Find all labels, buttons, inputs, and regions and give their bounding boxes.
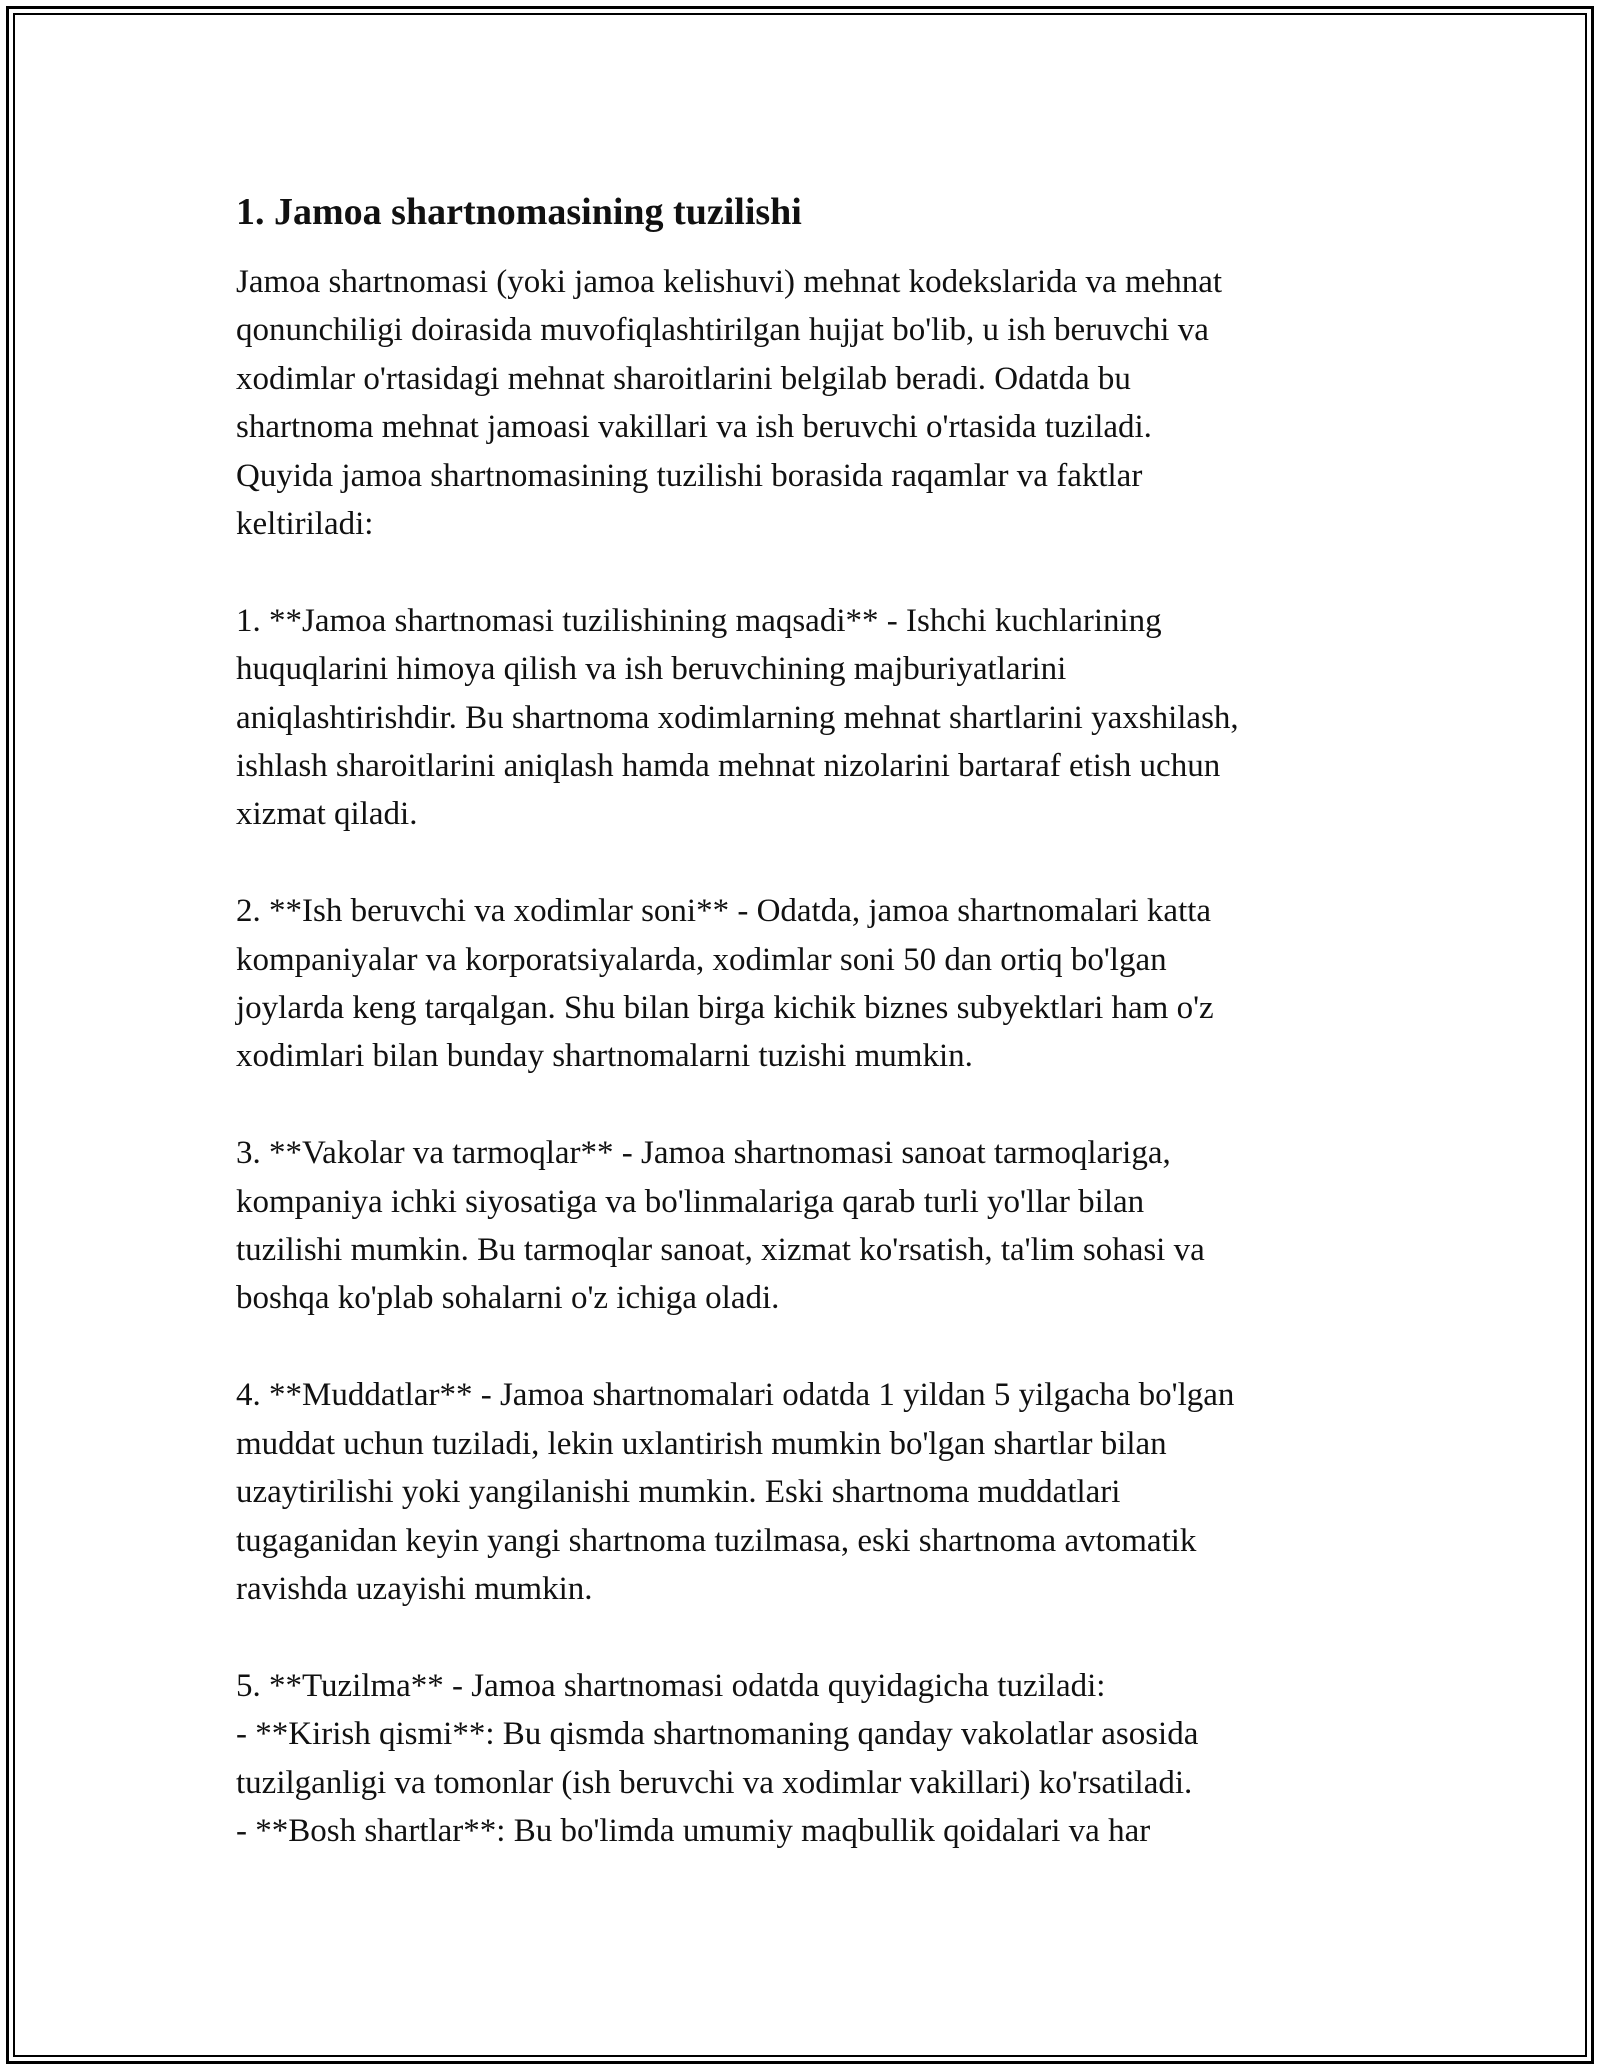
list-item-terms: 4. **Muddatlar** - Jamoa shartnomalari odatda 1 yildan 5 yilgacha bo'lgan muddat uchun tuziladi, lekin uxlantirish mumkin bo'lgan shartlar bilan uzaytirilishi yoki yangilanishi mumkin. Eski shartnoma muddatlari tugaganidan keyin yangi shartnoma tuzilmasa, eski shartnoma avtomatik ravishda uzayishi mumkin. bbox=[236, 1377, 1235, 1607]
paragraph-spacer bbox=[236, 548, 1366, 596]
list-item-sectors: 3. **Vakolar va tarmoqlar** - Jamoa shartnomasi sanoat tarmoqlariga, kompaniya ichki siyosatiga va bo'linmalariga qarab turli yo'llar bilan tuzilishi mumkin. Bu tarmoqlar sanoat, xizmat ko'rsatish, ta'lim sohasi va boshqa ko'plab sohalarni o'z ichiga oladi. bbox=[236, 1135, 1205, 1317]
paragraph-spacer bbox=[236, 1323, 1366, 1371]
paragraph-spacer bbox=[236, 839, 1366, 887]
document-body bbox=[236, 186, 1366, 1855]
intro-paragraph: Jamoa shartnomasi (yoki jamoa kelishuvi) mehnat kodekslarida va mehnat qonunchiligi doirasida muvofiqlashtirilgan hujjat bo'lib, u ish beruvchi va xodimlar o'rtasidagi mehnat sharoitlarini belgilab beradi. Odatda bu shartnoma mehnat jamoasi vakillari va ish beruvchi o'rtasida tuziladi. Quyida jamoa shartnomasining tuzilishi borasida raqamlar va faktlar keltiriladi: bbox=[236, 264, 1223, 543]
document-title: 1. Jamoa shartnomasining tuzilishi bbox=[236, 191, 802, 233]
paragraph-spacer bbox=[236, 1081, 1366, 1129]
list-item-employer-employees: 2. **Ish beruvchi va xodimlar soni** - Odatda, jamoa shartnomalari katta kompaniyalar va korporatsiyalarda, xodimlar soni 50 dan ortiq bo'lgan joylarda keng tarqalgan. Shu bilan birga kichik biznes subyektlari ham o'z xodimlari bilan bunday shartnomalarni tuzishi mumkin. bbox=[236, 893, 1214, 1075]
list-item-structure: 5. **Tuzilma** - Jamoa shartnomasi odatda quyidagicha tuziladi: - **Kirish qismi**: Bu qismda shartnomaning qanday vakolatlar asosida tuzilganligi va tomonlar (ish beruvchi va xodimlar vakillari) ko'rsatiladi. - **Bosh shartlar**: Bu bo'limda umumiy maqbullik qoidalari va har bbox=[236, 1667, 1199, 1849]
list-item-purpose: 1. **Jamoa shartnomasi tuzilishining maqsadi** - Ishchi kuchlarining huquqlarini himoya qilish va ish beruvchining majburiyatlarini aniqlashtirishdir. Bu shartnoma xodimlarning mehnat shartlarini yaxshilash, ishlash sharoitlarini aniqlash hamda mehnat nizolarini bartaraf etish uchun xizmat qiladi. bbox=[236, 602, 1239, 833]
paragraph-spacer bbox=[236, 1613, 1366, 1661]
